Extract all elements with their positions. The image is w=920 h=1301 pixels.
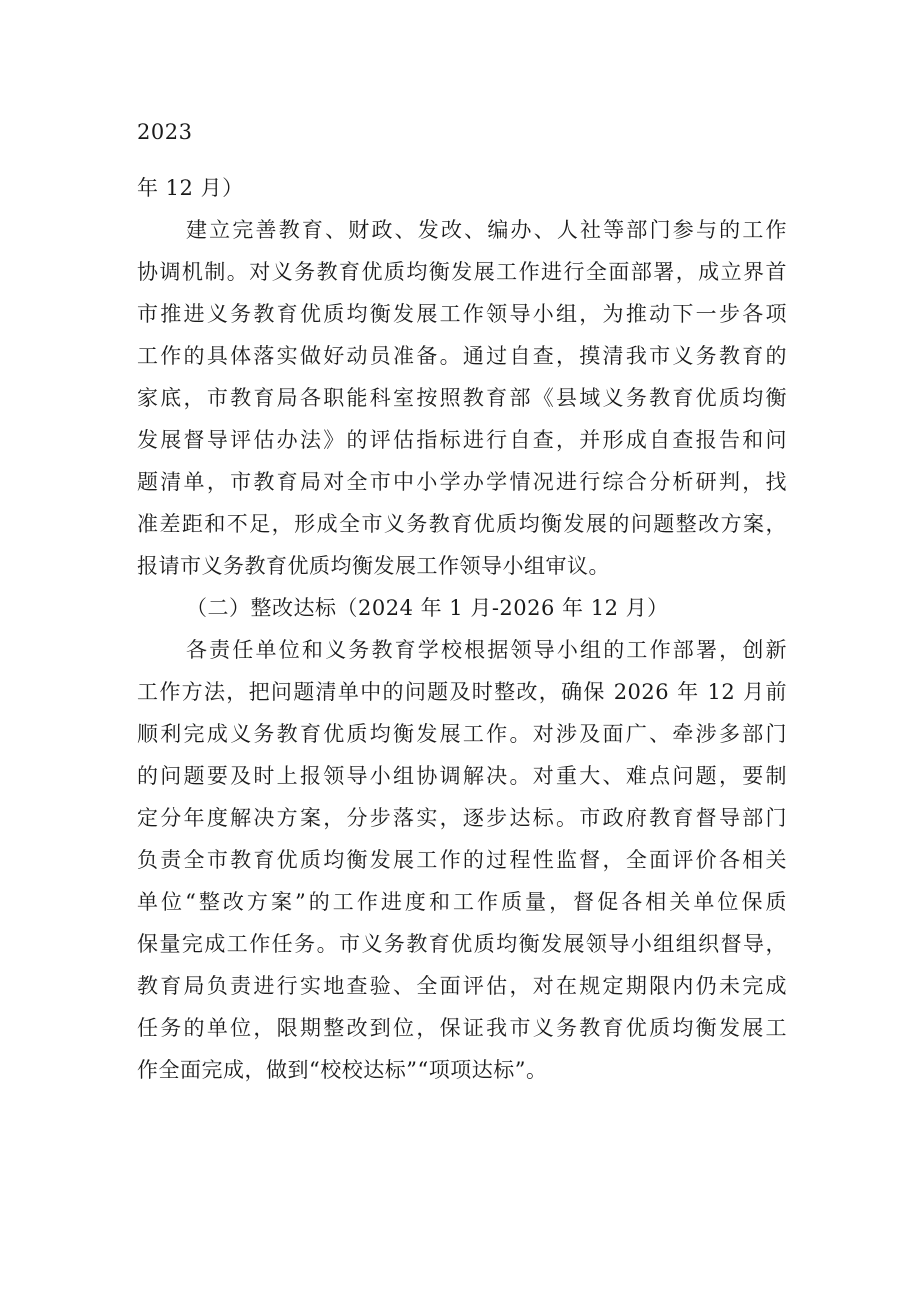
- paragraph-2-line-9: 教育局负责进行实地查验、全面评估，对在规定期限内仍未完成: [137, 974, 787, 998]
- paragraph-2-line-3: 顺利完成义务教育优质均衡发展工作。对涉及面广、牵涉多部门: [137, 722, 787, 746]
- paragraph-2-line-4: 的问题要及时上报领导小组协调解决。对重大、难点问题，要制: [137, 764, 787, 788]
- text-line-year: 2023: [137, 120, 193, 144]
- paragraph-1-line-7: 题清单，市教育局对全市中小学办学情况进行综合分析研判，找: [137, 470, 787, 494]
- paragraph-1-line-8: 准差距和不足，形成全市义务教育优质均衡发展的问题整改方案，: [137, 512, 787, 536]
- paragraph-1-line-9: 报请市义务教育优质均衡发展工作领导小组审议。: [137, 554, 610, 578]
- paragraph-2-line-2: 工作方法，把问题清单中的问题及时整改，确保 2026 年 12 月前: [137, 680, 787, 704]
- paragraph-2-line-7: 单位“整改方案”的工作进度和工作质量，督促各相关单位保质: [137, 890, 787, 914]
- paragraph-2-line-1: 各责任单位和义务教育学校根据领导小组的工作部署，创新: [186, 638, 787, 662]
- paragraph-1-line-2: 协调机制。对义务教育优质均衡发展工作进行全面部署，成立界首: [137, 260, 787, 284]
- paragraph-1-line-5: 家底，市教育局各职能科室按照教育部《县域义务教育优质均衡: [137, 386, 787, 410]
- paragraph-1-line-6: 发展督导评估办法》的评估指标进行自查，并形成自查报告和问: [137, 428, 787, 452]
- text-line-month: 年 12 月）: [137, 176, 244, 200]
- paragraph-2-line-5: 定分年度解决方案，分步落实，逐步达标。市政府教育督导部门: [137, 806, 787, 830]
- paragraph-2-line-6: 负责全市教育优质均衡发展工作的过程性监督，全面评价各相关: [137, 848, 787, 872]
- paragraph-2-line-8: 保量完成工作任务。市义务教育优质均衡发展领导小组组织督导，: [137, 932, 787, 956]
- paragraph-1-line-4: 工作的具体落实做好动员准备。通过自查，摸清我市义务教育的: [137, 344, 787, 368]
- paragraph-1-line-3: 市推进义务教育优质均衡发展工作领导小组，为推动下一步各项: [137, 302, 787, 326]
- paragraph-2-line-10: 任务的单位，限期整改到位，保证我市义务教育优质均衡发展工: [137, 1016, 787, 1040]
- paragraph-1-line-1: 建立完善教育、财政、发改、编办、人社等部门参与的工作: [186, 218, 787, 242]
- section-heading: （二）整改达标（2024 年 1 月-2026 年 12 月）: [186, 596, 669, 620]
- paragraph-2-line-11: 作全面完成，做到“校校达标”“项项达标”。: [137, 1058, 548, 1082]
